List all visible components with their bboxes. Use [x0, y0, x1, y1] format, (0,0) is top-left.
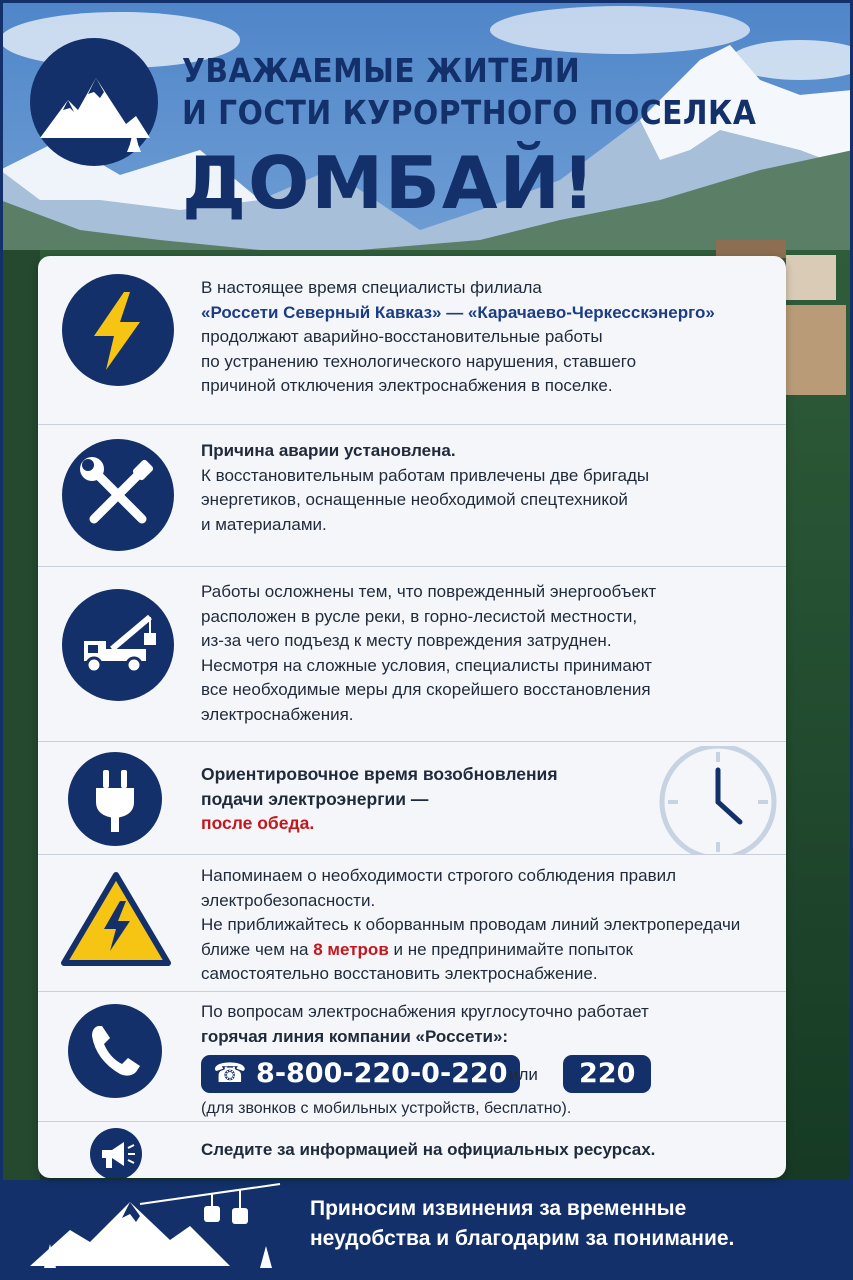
- follow-text: Следите за информацией на официальных ресурсах.: [201, 1140, 656, 1159]
- text-line: расположен в русле реки, в горно-лесистой местности,: [201, 606, 638, 626]
- phone-row: [201, 1055, 768, 1095]
- mountain-logo-icon: [30, 38, 158, 166]
- text-line: и материалами.: [201, 514, 327, 534]
- text-line: электроснабжения.: [201, 704, 354, 724]
- text-line: [201, 938, 768, 963]
- text-line: электробезопасности.: [201, 890, 376, 910]
- section-difficulties-text: [201, 580, 768, 727]
- crane-truck-icon: [62, 589, 174, 701]
- text-line: самостоятельно восстановить электроснабжение.: [201, 964, 598, 983]
- text-line: К восстановительным работам привлечены две бригады: [201, 465, 650, 485]
- high-voltage-warning-icon: [60, 869, 172, 969]
- text-line: В настоящее время специалисты филиала: [201, 278, 542, 297]
- section-hotline: [38, 991, 786, 1121]
- footer-apology: [310, 1194, 830, 1254]
- short-number[interactable]: 220: [563, 1055, 651, 1093]
- section-follow: [38, 1121, 786, 1178]
- page-title: [182, 50, 842, 224]
- hotline-note: (для звонков с мобильных устройств, бесплатно).: [201, 1100, 572, 1117]
- wrench-screwdriver-icon: [62, 439, 174, 551]
- text-line: энергетиков, оснащенные необходимой спецтехникой: [201, 490, 628, 509]
- text-line: причиной отключения электроснабжения в поселке.: [201, 376, 613, 395]
- company-name: «Россети Северный Кавказ» — «Карачаево-Черкесскэнерго»: [201, 302, 715, 322]
- text-fragment: и не предпринимайте попыток: [388, 939, 633, 959]
- section-safety-text: [201, 864, 768, 987]
- text-line: из-за чего подъезд к месту повреждения затруднен.: [201, 631, 612, 650]
- phone-icon: [68, 1004, 162, 1098]
- or-label: или: [509, 1065, 538, 1084]
- section-cause-text: [201, 439, 768, 537]
- mountains-cable-car-icon: [30, 1180, 310, 1270]
- hotline-number[interactable]: ☎ 8-800-220-0-220: [201, 1055, 520, 1093]
- footer-line-1: Приносим извинения за временные: [310, 1197, 687, 1220]
- lightning-icon: [62, 274, 174, 386]
- section-situation: [38, 256, 786, 424]
- text-line: по устранению технологического нарушения, ставшего: [201, 351, 637, 371]
- text-line: Несмотря на сложные условия, специалисты принимают: [201, 655, 652, 675]
- megaphone-icon: [90, 1128, 142, 1178]
- text-line: подачи электроэнергии —: [201, 788, 429, 809]
- title-line-1: УВАЖАЕМЫЕ ЖИТЕЛИ: [182, 51, 581, 90]
- clock-icon: [658, 746, 780, 854]
- section-difficulties: [38, 566, 786, 741]
- text-line: Напоминаем о необходимости строгого соблюдения правил: [201, 866, 677, 885]
- section-hotline-text: [201, 1000, 768, 1122]
- title-line-2: И ГОСТИ КУРОРТНОГО ПОСЕЛКА: [182, 93, 757, 132]
- text-line: Работы осложнены тем, что поврежденный энергообъект: [201, 582, 657, 601]
- text-line: все необходимые меры для скорейшего восстановления: [201, 680, 651, 699]
- section-cause: [38, 424, 786, 566]
- footer-line-2: неудобства и благодарим за понимание.: [310, 1227, 735, 1250]
- distance-value: 8 метров: [313, 939, 389, 959]
- text-line: По вопросам электроснабжения круглосуточно работает: [201, 1002, 649, 1021]
- text-line: продолжают аварийно-восстановительные работы: [201, 327, 603, 346]
- text-fragment: ближе чем на: [201, 939, 314, 959]
- section-restore-time: [38, 741, 786, 854]
- restore-time-value: после обеда.: [201, 813, 315, 833]
- section-situation-text: [201, 276, 768, 399]
- title-line-3: ДОМБАЙ!: [182, 141, 597, 225]
- text-heading: Причина аварии установлена.: [201, 441, 456, 460]
- info-card: [38, 256, 786, 1178]
- text-line: Ориентировочное время возобновления: [201, 764, 558, 784]
- text-line: горячая линия компании «Россети»:: [201, 1026, 509, 1046]
- section-safety: [38, 854, 786, 991]
- text-line: Не приближайтесь к оборванным проводам линий электропередачи: [201, 915, 741, 934]
- plug-icon: [68, 752, 162, 846]
